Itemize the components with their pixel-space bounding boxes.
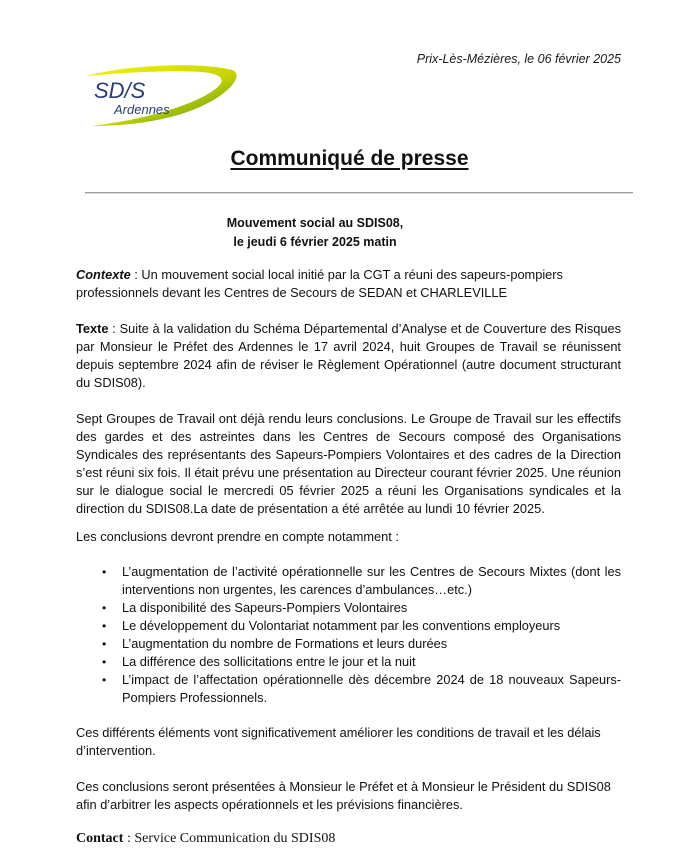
list-item <box>100 653 621 671</box>
paragraph-ameliorations: Ces différents éléments vont significativement améliorer les conditions de travail et les délais d’intervention. <box>76 725 601 758</box>
subtitle-line-2: le jeudi 6 février 2025 matin <box>233 235 397 249</box>
paragraph-groupes-travail: Sept Groupes de Travail ont déjà rendu leurs conclusions. Le Groupe de Travail sur les effectifs des gardes et des astreintes dans les Centres de Secours composé des Organisations Syndicales des représentants des Sapeurs-Pompiers Volontaires et des cadres de la Direction s’est réuni six fois. Il était prévu une présentation au Directeur courant février 2025. Une réunion sur le dialogue social le mercredi 05 février 2025 a réuni les Organisations syndicales et la direction du SDIS08.La date de présentation a été arrêtée au lundi 10 février 2025. <box>76 411 621 516</box>
list-item <box>100 617 621 635</box>
page-title: Communiqué de presse <box>230 147 469 170</box>
list-item-text: L’augmentation de l’activité opérationnelle sur les Centres de Secours Mixtes (dont les interventions non urgentes, les carences d’ambulances…etc.) <box>122 564 621 597</box>
subtitle <box>200 214 430 252</box>
contexte-text: : Un mouvement social local initié par la CGT a réuni des sapeurs-pompiers professionnels devant les Centres de Secours de SEDAN et CHARLEVILLE <box>76 267 563 300</box>
logo-text-ardennes: Ardennes <box>114 102 170 117</box>
horizontal-divider <box>85 192 633 194</box>
paragraph-texte <box>76 320 621 392</box>
contact-text: : Service Communication du SDIS08 <box>123 831 336 846</box>
contexte-label: Contexte <box>76 267 131 282</box>
list-item <box>100 671 621 707</box>
texte-text: : Suite à la validation du Schéma Départemental d’Analyse et de Couverture des Risques par Monsieur le Préfet des Ardennes le 17 avril 2024, huit Groupes de Travail se réunissent depuis septembre 2024 afin de réviser le Règlement Opérationnel (autre document structurant du SDIS08). <box>76 321 621 390</box>
list-item-text: L’impact de l’affectation opérationnelle dès décembre 2024 de 18 nouveaux Sapeurs-Pompiers Professionnels. <box>122 672 621 705</box>
bullet-icon: • <box>102 655 107 669</box>
sdis-ardennes-logo <box>82 62 242 128</box>
document-date: Prix-Lès-Mézières, le 06 février 2025 <box>416 52 621 66</box>
logo-graphic <box>82 62 242 128</box>
list-item <box>100 563 621 599</box>
bullet-icon: • <box>102 637 107 651</box>
bullet-icon: • <box>102 673 107 687</box>
paragraph-conclusions-intro: Les conclusions devront prendre en compte notamment : <box>76 529 399 544</box>
list-item <box>100 599 621 617</box>
paragraph-presentation: Ces conclusions seront présentées à Monsieur le Préfet et à Monsieur le Président du SDIS08 afin d’arbitrer les aspects opérationnels et les prévisions financières. <box>76 779 611 812</box>
list-item <box>100 635 621 653</box>
list-item-text: La différence des sollicitations entre le jour et la nuit <box>122 654 416 669</box>
page-title-container <box>0 147 699 171</box>
conclusions-bullet-list <box>100 563 621 707</box>
list-item-text: La disponibilité des Sapeurs-Pompiers Volontaires <box>122 600 408 615</box>
bullet-icon: • <box>102 565 107 579</box>
bullet-icon: • <box>102 601 107 615</box>
contact-line <box>76 830 621 848</box>
paragraph-contexte <box>76 266 621 302</box>
texte-label: Texte <box>76 321 109 336</box>
list-item-text: Le développement du Volontariat notamment par les conventions employeurs <box>122 618 561 633</box>
list-item-text: L’augmentation du nombre de Formations et leurs durées <box>122 636 448 651</box>
logo-text-sdis: SD/S <box>94 78 146 103</box>
contact-label: Contact <box>76 831 124 846</box>
subtitle-line-1: Mouvement social au SDIS08, <box>226 216 404 230</box>
bullet-icon: • <box>102 619 107 633</box>
